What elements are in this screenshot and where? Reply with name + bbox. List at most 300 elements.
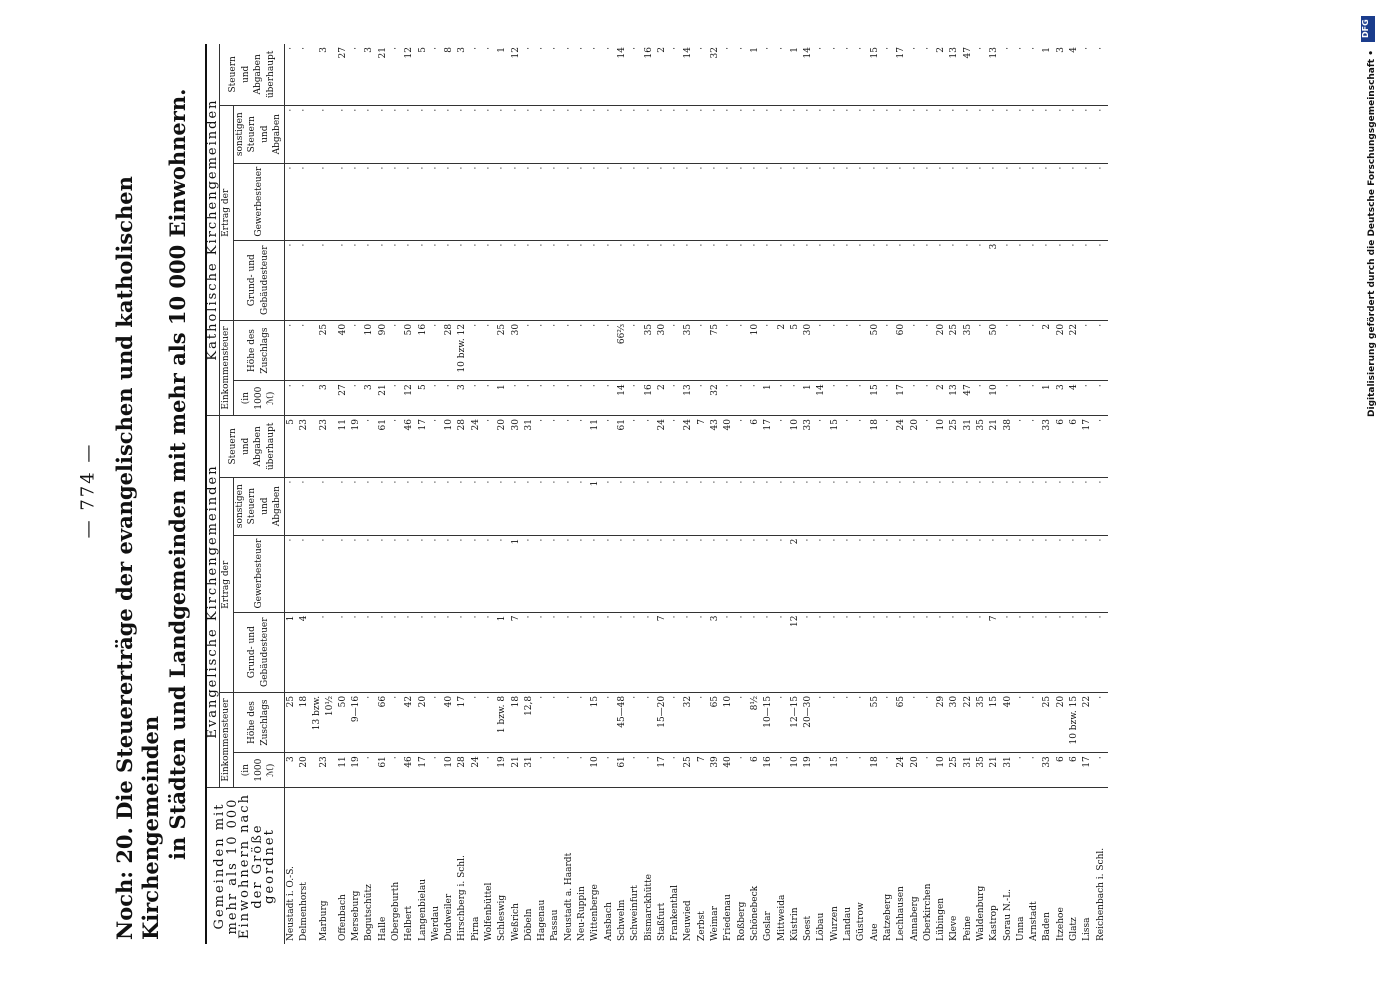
ev-cell: · xyxy=(336,612,349,692)
k-cell: · xyxy=(642,240,655,320)
k-cell: · xyxy=(536,44,549,105)
ev-cell: · xyxy=(311,477,336,535)
ev-cell: 40 xyxy=(1001,692,1014,752)
table-row xyxy=(1054,44,1067,944)
k-cell: · xyxy=(549,163,562,240)
ev-cell: · xyxy=(802,612,815,692)
k-cell: · xyxy=(443,240,456,320)
ev-cell: · xyxy=(935,612,948,692)
k-cell: 21 xyxy=(376,381,389,416)
k-cell: · xyxy=(589,105,602,163)
k-cell: 10 xyxy=(988,381,1001,416)
k-cell: · xyxy=(363,240,376,320)
k-cell: · xyxy=(882,381,895,416)
k-cell: · xyxy=(961,163,974,240)
header-k-total: Steuern und Abgaben überhaupt xyxy=(220,44,285,105)
k-cell: · xyxy=(576,381,589,416)
ev-cell: · xyxy=(403,612,416,692)
ev-cell: 40 xyxy=(722,416,735,478)
municipality-name: Güstrow xyxy=(856,902,867,941)
table-row xyxy=(749,44,762,944)
ev-cell: 19 xyxy=(496,753,509,788)
k-cell: · xyxy=(1028,44,1041,105)
k-cell: 1 xyxy=(496,381,509,416)
k-cell: · xyxy=(376,163,389,240)
ev-cell: · xyxy=(642,612,655,692)
ev-cell: · xyxy=(549,416,562,478)
title-line-2: in Städten und Landgemeinden mit mehr als 10 000 Einwohnern. xyxy=(164,88,190,860)
ev-cell: · xyxy=(469,612,482,692)
ev-cell: · xyxy=(629,416,642,478)
k-cell: · xyxy=(775,105,788,163)
k-cell: · xyxy=(562,381,575,416)
table-row xyxy=(376,44,389,944)
ev-cell: · xyxy=(749,535,762,612)
ev-cell: · xyxy=(935,535,948,612)
ev-cell: · xyxy=(1028,612,1041,692)
table-row xyxy=(735,44,748,944)
k-cell: 16 xyxy=(416,320,429,380)
ev-cell: · xyxy=(562,416,575,478)
ev-cell: · xyxy=(642,692,655,752)
ev-cell: 19 xyxy=(802,753,815,788)
ev-cell: 10 xyxy=(788,753,801,788)
ev-cell: · xyxy=(616,535,629,612)
header-k-surcharge: Höhe des Zuschlags xyxy=(233,320,284,380)
ev-cell: 17 xyxy=(416,416,429,478)
k-cell: · xyxy=(762,240,775,320)
k-cell: · xyxy=(284,44,298,105)
ev-cell: · xyxy=(483,612,496,692)
ev-cell: · xyxy=(802,535,815,612)
k-cell: · xyxy=(709,105,722,163)
table-row xyxy=(1014,44,1027,944)
k-cell: · xyxy=(735,240,748,320)
ev-cell: · xyxy=(762,612,775,692)
ev-cell: 10 xyxy=(935,753,948,788)
k-cell: · xyxy=(921,381,934,416)
municipality-name: Lübingen xyxy=(936,897,947,941)
k-cell: · xyxy=(682,105,695,163)
ev-cell: · xyxy=(536,535,549,612)
k-cell: · xyxy=(762,163,775,240)
ev-cell: · xyxy=(669,477,682,535)
k-cell: · xyxy=(523,240,536,320)
table-row xyxy=(1041,44,1054,944)
ev-cell: · xyxy=(429,416,442,478)
table-row xyxy=(336,44,349,944)
municipality-name: Goslar xyxy=(763,911,774,941)
ev-cell: 21 xyxy=(988,753,1001,788)
k-cell: · xyxy=(336,105,349,163)
ev-cell: · xyxy=(429,692,442,752)
ev-cell: 10 bzw. 15 xyxy=(1068,692,1081,752)
ev-cell: 13 bzw. 10½ xyxy=(311,692,336,752)
ev-cell: · xyxy=(775,692,788,752)
ev-cell: 50 xyxy=(336,692,349,752)
k-cell: · xyxy=(895,163,908,240)
k-cell: · xyxy=(1028,320,1041,380)
ev-cell: · xyxy=(1094,612,1107,692)
ev-cell: · xyxy=(429,753,442,788)
k-cell: · xyxy=(523,44,536,105)
ev-cell: 31 xyxy=(961,753,974,788)
k-cell: · xyxy=(298,163,311,240)
municipality-name: Schönebeck xyxy=(749,885,760,941)
k-cell: · xyxy=(669,240,682,320)
ev-cell: · xyxy=(562,477,575,535)
k-cell: · xyxy=(469,163,482,240)
ev-cell: 12,8 xyxy=(523,692,536,752)
ev-cell: · xyxy=(682,535,695,612)
k-cell: · xyxy=(456,105,469,163)
table-row xyxy=(882,44,895,944)
ev-cell: · xyxy=(576,692,589,752)
municipality-name: Itzehoe xyxy=(1055,907,1066,941)
k-cell: · xyxy=(390,163,403,240)
municipality-name: Werdau xyxy=(430,905,441,941)
k-cell: · xyxy=(390,240,403,320)
ev-cell: · xyxy=(828,692,841,752)
k-cell: · xyxy=(1094,320,1107,380)
k-cell: · xyxy=(975,240,988,320)
k-cell: · xyxy=(629,240,642,320)
ev-cell: · xyxy=(908,477,921,535)
k-cell: 14 xyxy=(616,381,629,416)
rotated-table-page xyxy=(112,44,1352,944)
table-row xyxy=(815,44,828,944)
ev-cell: · xyxy=(1094,753,1107,788)
k-cell: · xyxy=(1054,240,1067,320)
ev-cell: · xyxy=(562,612,575,692)
table-row xyxy=(616,44,629,944)
municipality-name: Wolfenbüttel xyxy=(484,882,494,941)
ev-cell: 25 xyxy=(948,416,961,478)
k-cell: · xyxy=(549,240,562,320)
k-cell: · xyxy=(602,320,615,380)
municipality-name: Ansbach xyxy=(603,902,614,941)
header-k-ertrag: Ertrag der xyxy=(220,105,234,320)
k-cell: · xyxy=(602,163,615,240)
k-cell: · xyxy=(921,163,934,240)
ev-cell: · xyxy=(815,535,828,612)
ev-cell: · xyxy=(443,535,456,612)
k-cell: 3 xyxy=(988,240,1001,320)
k-cell: 1 xyxy=(496,44,509,105)
ev-cell: 21 xyxy=(509,753,522,788)
ev-cell: 1 bzw. 8 xyxy=(496,692,509,752)
ev-cell: 23 xyxy=(311,416,336,478)
ev-cell: 1 xyxy=(509,535,522,612)
k-cell: · xyxy=(363,163,376,240)
k-cell: · xyxy=(722,381,735,416)
k-cell: · xyxy=(562,105,575,163)
ev-cell: 9—16 xyxy=(350,692,363,752)
k-cell: · xyxy=(722,320,735,380)
ev-cell: · xyxy=(828,477,841,535)
k-cell: · xyxy=(855,105,868,163)
table-row xyxy=(443,44,456,944)
k-cell: 32 xyxy=(709,381,722,416)
k-cell: · xyxy=(483,105,496,163)
ev-cell: 61 xyxy=(376,753,389,788)
ev-cell: · xyxy=(363,416,376,478)
ev-cell: 3 xyxy=(284,753,298,788)
k-cell: · xyxy=(975,381,988,416)
k-cell: · xyxy=(350,105,363,163)
ev-cell: · xyxy=(429,612,442,692)
ev-cell: 10 xyxy=(589,753,602,788)
ev-cell: 28 xyxy=(456,416,469,478)
k-cell: 2 xyxy=(935,381,948,416)
k-cell: · xyxy=(855,320,868,380)
ev-cell: 40 xyxy=(443,692,456,752)
ev-cell: · xyxy=(483,416,496,478)
k-cell: · xyxy=(669,320,682,380)
k-cell: · xyxy=(298,105,311,163)
ev-cell: · xyxy=(695,612,708,692)
ev-cell: · xyxy=(882,535,895,612)
k-cell: · xyxy=(298,240,311,320)
k-cell: · xyxy=(1068,105,1081,163)
ev-cell: 2 xyxy=(788,535,801,612)
k-cell: · xyxy=(948,240,961,320)
k-cell: · xyxy=(284,105,298,163)
k-cell: · xyxy=(975,163,988,240)
ev-cell: 24 xyxy=(895,416,908,478)
ev-cell: · xyxy=(1001,477,1014,535)
k-cell: · xyxy=(868,163,881,240)
k-cell: · xyxy=(629,105,642,163)
ev-cell: · xyxy=(336,535,349,612)
k-cell: · xyxy=(749,240,762,320)
k-cell: · xyxy=(1041,240,1054,320)
k-cell: · xyxy=(390,320,403,380)
k-cell: · xyxy=(1014,44,1027,105)
table-row xyxy=(921,44,934,944)
ev-cell: 17 xyxy=(655,753,668,788)
ev-cell: 22 xyxy=(961,692,974,752)
k-cell: · xyxy=(921,240,934,320)
k-cell: · xyxy=(921,105,934,163)
k-cell: · xyxy=(616,240,629,320)
ev-cell: 20 xyxy=(298,753,311,788)
k-cell: · xyxy=(855,381,868,416)
k-cell: · xyxy=(602,240,615,320)
k-cell: · xyxy=(1028,105,1041,163)
k-cell: · xyxy=(536,163,549,240)
ev-cell: · xyxy=(735,753,748,788)
k-cell: · xyxy=(403,105,416,163)
k-cell: · xyxy=(655,163,668,240)
municipality-name: Wurzen xyxy=(829,906,840,941)
ev-cell: 7 xyxy=(695,753,708,788)
header-ev-land-tax: Grund- und Gebäudesteuer xyxy=(233,612,284,692)
k-cell: · xyxy=(536,240,549,320)
k-cell: · xyxy=(298,381,311,416)
municipality-name: Lissa xyxy=(1082,917,1093,941)
k-cell: 17 xyxy=(895,44,908,105)
ev-cell: · xyxy=(735,692,748,752)
ev-cell: 15 xyxy=(828,753,841,788)
k-cell: · xyxy=(1081,105,1094,163)
k-cell: · xyxy=(788,105,801,163)
ev-cell: · xyxy=(642,416,655,478)
ev-cell: 7 xyxy=(655,612,668,692)
k-cell: · xyxy=(443,105,456,163)
ev-cell: · xyxy=(1081,477,1094,535)
k-cell: 2 xyxy=(655,381,668,416)
ev-cell: · xyxy=(1014,535,1027,612)
table-row xyxy=(1028,44,1041,944)
header-ev-total: Steuern und Abgaben überhaupt xyxy=(220,416,285,478)
ev-cell: 19 xyxy=(350,416,363,478)
ev-cell: 65 xyxy=(895,692,908,752)
ev-cell: · xyxy=(1094,477,1107,535)
ev-cell: 46 xyxy=(403,753,416,788)
municipality-name: Passau xyxy=(550,909,561,941)
k-cell: · xyxy=(523,163,536,240)
k-cell: · xyxy=(523,105,536,163)
k-cell: · xyxy=(336,163,349,240)
k-cell: · xyxy=(350,163,363,240)
ev-cell: · xyxy=(1041,535,1054,612)
k-cell: · xyxy=(403,240,416,320)
k-cell: · xyxy=(868,105,881,163)
ev-cell: · xyxy=(562,535,575,612)
table-row xyxy=(1094,44,1107,944)
k-cell: · xyxy=(284,320,298,380)
k-cell: · xyxy=(855,163,868,240)
k-cell: 12 xyxy=(403,381,416,416)
ev-cell: · xyxy=(722,612,735,692)
ev-cell: 25 xyxy=(284,692,298,752)
k-cell: 1 xyxy=(802,381,815,416)
k-cell: · xyxy=(788,163,801,240)
ev-cell: · xyxy=(456,612,469,692)
ev-cell: 30 xyxy=(948,692,961,752)
k-cell: · xyxy=(509,381,522,416)
ev-cell: · xyxy=(576,416,589,478)
ev-cell: · xyxy=(669,692,682,752)
table-row xyxy=(908,44,921,944)
k-cell: · xyxy=(1081,381,1094,416)
k-cell: · xyxy=(363,105,376,163)
table-row xyxy=(868,44,881,944)
ev-cell: · xyxy=(1081,612,1094,692)
ev-cell: 17 xyxy=(1081,753,1094,788)
k-cell: · xyxy=(828,381,841,416)
k-cell: · xyxy=(469,381,482,416)
municipality-name: Schleswig xyxy=(497,894,508,941)
ev-cell: · xyxy=(1068,612,1081,692)
k-cell: 40 xyxy=(336,320,349,380)
ev-cell: · xyxy=(868,477,881,535)
ev-cell: · xyxy=(1028,416,1041,478)
k-cell: 4 xyxy=(1068,381,1081,416)
k-cell: · xyxy=(602,44,615,105)
ev-cell: 33 xyxy=(1041,416,1054,478)
header-evangelical: Evangelische Kirchengemeinden xyxy=(206,416,220,788)
municipality-name: Bismarckhütte xyxy=(643,874,654,941)
k-cell: 10 xyxy=(749,320,762,380)
k-cell: · xyxy=(456,240,469,320)
k-cell: · xyxy=(1081,240,1094,320)
k-cell: 30 xyxy=(509,320,522,380)
ev-cell: 61 xyxy=(616,416,629,478)
k-cell: 1 xyxy=(1041,381,1054,416)
ev-cell: · xyxy=(921,416,934,478)
ev-cell: · xyxy=(669,535,682,612)
ev-cell: · xyxy=(961,477,974,535)
k-cell: · xyxy=(284,240,298,320)
ev-cell: 35 xyxy=(975,753,988,788)
k-cell: · xyxy=(1001,381,1014,416)
k-cell: · xyxy=(842,44,855,105)
tax-table xyxy=(205,44,1108,944)
ev-cell: · xyxy=(868,535,881,612)
table-row xyxy=(855,44,868,944)
ev-cell: · xyxy=(363,535,376,612)
ev-cell: 55 xyxy=(868,692,881,752)
k-cell: · xyxy=(1094,240,1107,320)
ev-cell: · xyxy=(855,416,868,478)
k-cell: · xyxy=(775,44,788,105)
k-cell: · xyxy=(935,240,948,320)
municipality-name: Peine xyxy=(962,916,973,941)
ev-cell: 11 xyxy=(589,416,602,478)
k-cell: · xyxy=(842,381,855,416)
municipality-name: Neustadt i. O.-S. xyxy=(286,866,297,941)
table-row xyxy=(642,44,655,944)
k-cell: · xyxy=(908,240,921,320)
ev-cell: 7 xyxy=(695,416,708,478)
k-cell: · xyxy=(802,105,815,163)
ev-cell: 24 xyxy=(682,416,695,478)
ev-cell: · xyxy=(1028,692,1041,752)
k-cell: 75 xyxy=(709,320,722,380)
k-cell: · xyxy=(669,105,682,163)
ev-cell: 61 xyxy=(616,753,629,788)
k-cell: 21 xyxy=(376,44,389,105)
ev-cell: · xyxy=(735,477,748,535)
ev-cell: · xyxy=(655,477,668,535)
k-cell: · xyxy=(921,320,934,380)
k-cell: · xyxy=(1014,381,1027,416)
k-cell: · xyxy=(735,44,748,105)
table-row xyxy=(496,44,509,944)
k-cell: 5 xyxy=(416,44,429,105)
ev-cell: · xyxy=(842,535,855,612)
ev-cell: · xyxy=(390,612,403,692)
ev-cell: · xyxy=(948,477,961,535)
k-cell: · xyxy=(735,320,748,380)
k-cell: · xyxy=(802,240,815,320)
ev-cell: · xyxy=(961,535,974,612)
k-cell: · xyxy=(695,163,708,240)
k-cell: · xyxy=(695,240,708,320)
ev-cell: · xyxy=(363,612,376,692)
k-cell: 3 xyxy=(1054,381,1067,416)
ev-cell: · xyxy=(882,477,895,535)
ev-cell: · xyxy=(775,416,788,478)
ev-cell: · xyxy=(815,692,828,752)
ev-cell: · xyxy=(298,477,311,535)
k-cell: · xyxy=(429,163,442,240)
k-cell: 2 xyxy=(935,44,948,105)
k-cell: · xyxy=(921,44,934,105)
header-ev-trade-tax: Gewerbesteuer xyxy=(233,535,284,612)
